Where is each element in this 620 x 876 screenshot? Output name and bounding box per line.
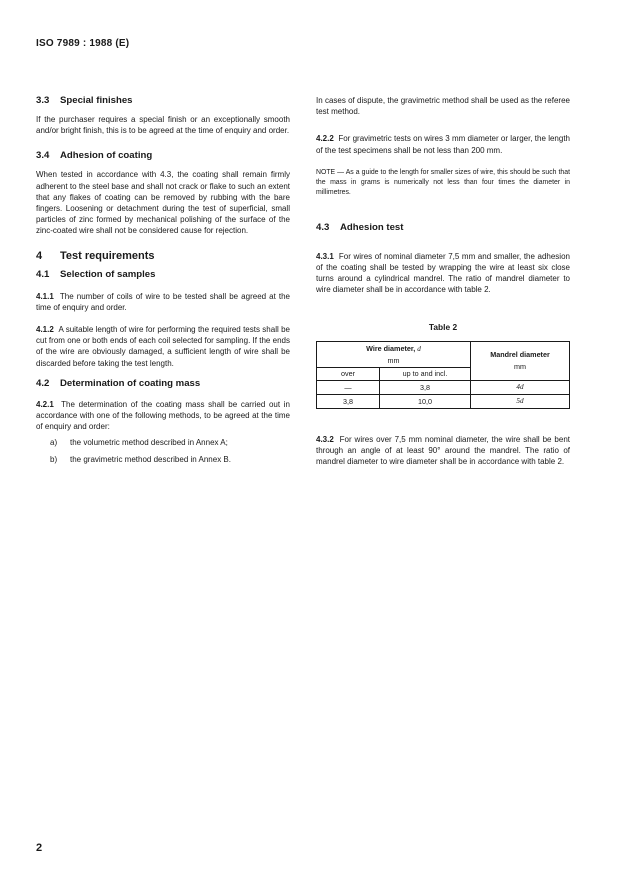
wire-diameter-label: Wire diameter, (366, 343, 416, 353)
list-item-text: the gravimetric method described in Annex B. (70, 455, 231, 465)
section-number: 3.4 (36, 150, 50, 162)
left-column (36, 95, 290, 465)
section-4-1-heading (36, 269, 290, 280)
subsection-text: The number of coils of wire to be tested shall be agreed at the time of enquiry and order. (36, 291, 290, 312)
table-cell: 10,0 (380, 394, 471, 408)
dispute-paragraph: In cases of dispute, the gravimetric method shall be used as the referee test method. (316, 96, 570, 117)
note-paragraph: NOTE — As a guide to the length for smaller sizes of wire, this should be such that the mass in grams is numerically not less than four times the diameter in millimetres. (316, 168, 570, 196)
subsection-number: 4.2.2 (316, 134, 334, 144)
section-title: Adhesion of coating (60, 150, 153, 162)
section-number: 4.2 (36, 377, 50, 389)
section-4-3-heading (316, 222, 570, 233)
table-row (317, 394, 570, 408)
mandrel-label: Mandrel diameter (490, 349, 550, 359)
subsection-number: 4.2.1 (36, 399, 54, 409)
section-4-1-1-text (36, 291, 290, 313)
table-cell: 3,8 (317, 394, 380, 408)
section-3-3-text: If the purchaser requires a special finish or an exceptionally smooth and/or bright finish, this is to be agreed at the time of enquiry and order. (36, 115, 290, 136)
section-number: 4 (36, 249, 43, 262)
col-header-upto: up to and incl. (380, 367, 471, 380)
list-marker: b) (50, 455, 58, 465)
section-title: Special finishes (60, 95, 133, 106)
section-4-heading (36, 250, 290, 262)
table-cell: 4d (471, 380, 570, 394)
subsection-text: For wires of nominal diameter 7,5 mm and smaller, the adhesion of the coating shall be tested by wrapping the wire at least six close turns around a cylindrical mandrel. The ratio of mandrel diameter to wire diameter shall be in accordance with table 2. (316, 251, 570, 295)
section-4-3-2-text (316, 434, 570, 468)
section-number: 3.3 (36, 95, 50, 106)
section-3-4-heading (36, 150, 290, 161)
subsection-text: The determination of the coating mass shall be carried out in accordance with one of the following methods, to be agreed at the time of enquiry and order: (36, 399, 291, 432)
subsection-text: A suitable length of wire for performing the required tests shall be cut from one or both ends of each coil selected for sampling. If the ends of the wire are obviously damaged, a sufficient length of wire shall be discarded before taking the test length. (36, 325, 290, 368)
section-number: 4.3 (316, 221, 330, 233)
subsection-text: For gravimetric tests on wires 3 mm diameter or larger, the length of the test specimens shall be not less than 200 mm. (316, 134, 570, 155)
list-item-a (36, 437, 290, 448)
wire-diameter-unit: mm (387, 355, 400, 365)
section-4-2-2-text (316, 133, 570, 155)
subsection-number: 4.3.1 (316, 251, 334, 261)
subsection-number: 4.1.2 (36, 325, 54, 335)
section-title: Adhesion test (340, 221, 404, 233)
document-id-header: ISO 7989 : 1988 (E) (36, 38, 130, 49)
table-cell: 3,8 (380, 380, 471, 394)
list-item-text: the volumetric method described in Annex A; (70, 438, 228, 448)
mandrel-unit: mm (514, 361, 526, 371)
table-row (317, 380, 570, 394)
table-title: Table 2 (428, 321, 458, 332)
section-3-3-heading (36, 95, 290, 106)
table-cell: — (317, 380, 380, 394)
table-2 (316, 341, 570, 409)
section-4-2-heading (36, 378, 290, 389)
diameter-symbol: d (417, 344, 421, 353)
right-column (316, 95, 570, 467)
list-item-b (36, 454, 290, 465)
subsection-number: 4.1.1 (36, 291, 54, 301)
section-4-1-2-text (36, 324, 290, 369)
subsection-number: 4.3.2 (316, 434, 334, 444)
col-header-over: over (317, 367, 380, 380)
section-title: Determination of coating mass (60, 377, 201, 389)
subsection-text: For wires over 7,5 mm nominal diameter, the wire shall be bent through an angle of at least 90° around the mandrel. The ratio of mandrel diameter to wire diameter shall be in accordance with table 2. (316, 434, 570, 467)
list-marker: a) (50, 438, 58, 448)
section-title: Selection of samples (60, 268, 156, 280)
table-cell: 5d (471, 394, 570, 408)
wire-diameter-header (317, 341, 471, 367)
mandrel-diameter-header (471, 341, 570, 380)
section-3-4-text: When tested in accordance with 4.3, the coating shall remain firmly adherent to the steel base and shall not crack or flake to such an extent that any flakes of coating can be removed by rubbing with the bare fingers. Loosening or detachment during the test of superficial, small particles of zinc formed by mechanical polishing of the surface of the zinc-coated wire shall not be considered cause for rejection. (36, 170, 290, 236)
section-4-2-1-text (36, 399, 290, 433)
section-4-3-1-text (316, 251, 570, 296)
section-title: Test requirements (60, 249, 155, 262)
section-number: 4.1 (36, 268, 50, 280)
page-number: 2 (36, 842, 43, 854)
